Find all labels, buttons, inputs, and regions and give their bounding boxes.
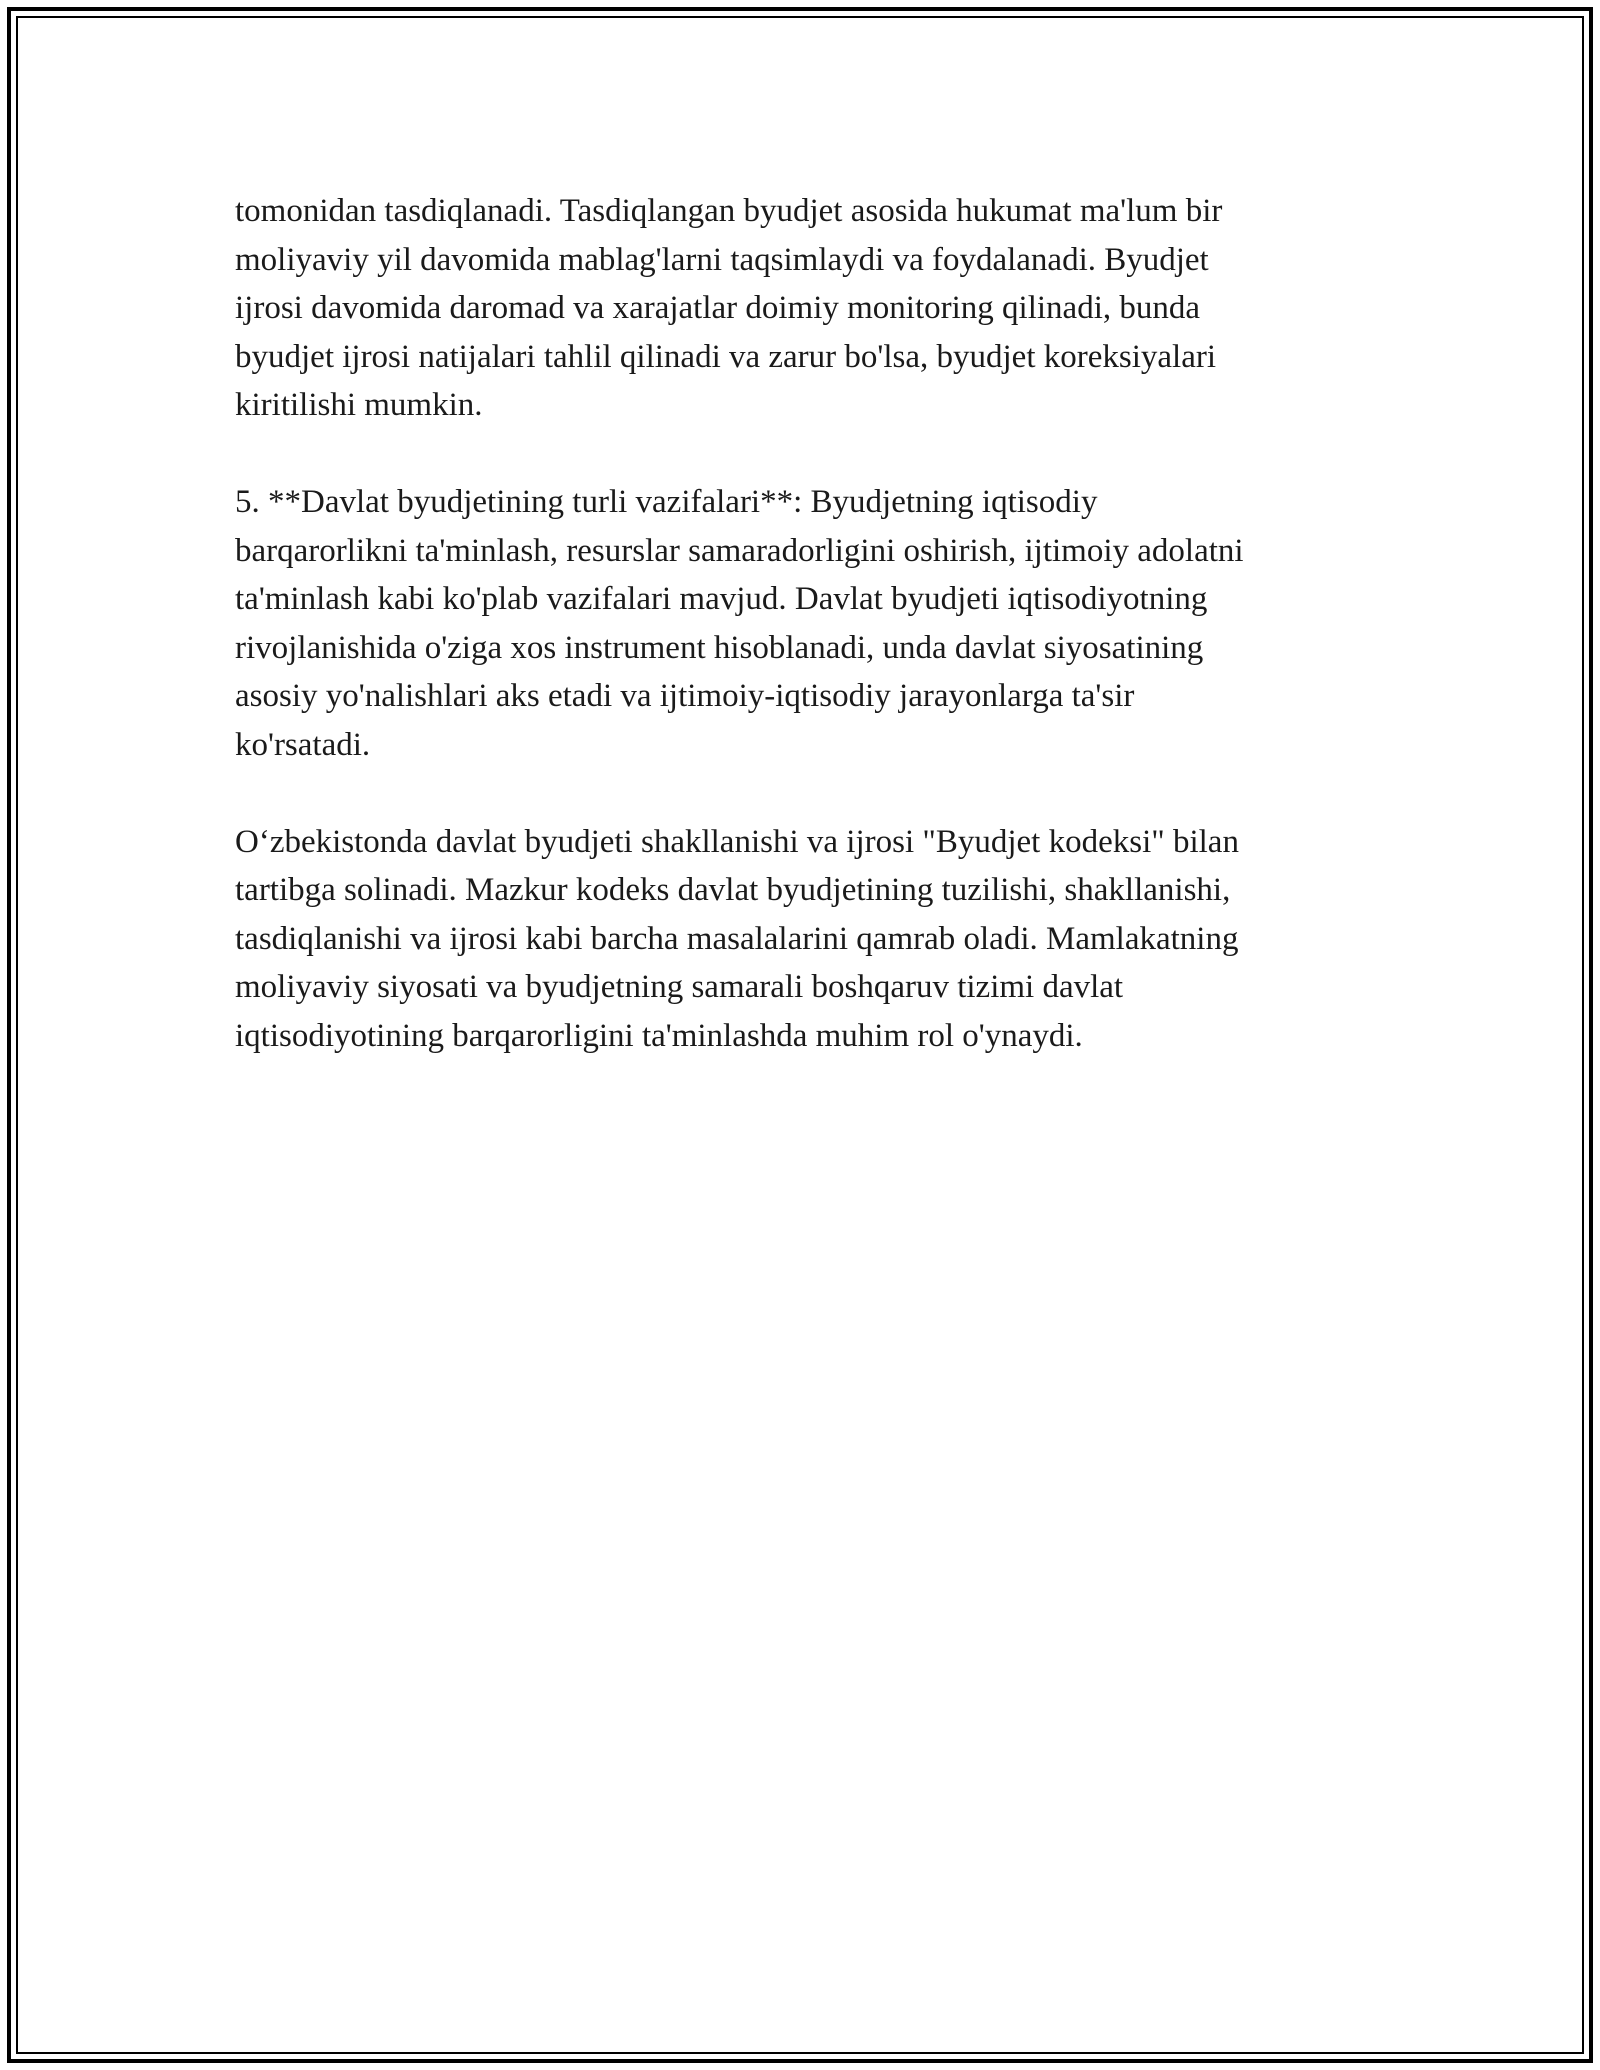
paragraph-budget-execution: tomonidan tasdiqlanadi. Tasdiqlangan byudjet asosida hukumat ma'lum bir moliyaviy yil davomida mablag'larni taqsimlaydi va foydalanadi. Byudjet ijrosi davomida daromad va xarajatlar doimiy monitoring qilinadi, bunda byudjet ijrosi natijalari tahlil qilinadi va zarur bo'lsa, byudjet koreksiyalari kiritilishi mumkin. (235, 193, 1223, 423)
paragraph-budget-functions: 5. **Davlat byudjetining turli vazifalari**: Byudjetning iqtisodiy barqarorlikni ta'minlash, resurslar samaradorligini oshirish, ijtimoiy adolatni ta'minlash kabi ko'plab vazifalari mavjud. Davlat byudjeti iqtisodiyotning rivojlanishida o'ziga xos instrument hisoblanadi, unda davlat siyosatining asosiy yo'nalishlari aks etadi va ijtimoiy-iqtisodiy jarayonlarga ta'sir ko'rsatadi. (235, 484, 1244, 763)
paragraph-budget-code: O‘zbekistonda davlat byudjeti shakllanishi va ijrosi "Byudjet kodeksi" bilan tartibga solinadi. Mazkur kodeks davlat byudjetining tuzilishi, shakllanishi, tasdiqlanishi va ijrosi kabi barcha masalalarini qamrab oladi. Mamlakatning moliyaviy siyosati va byudjetning samarali boshqaruv tizimi davlat iqtisodiyotining barqarorligini ta'minlashda muhim rol o'ynaydi. (235, 823, 1239, 1054)
document-body (235, 187, 1365, 1109)
